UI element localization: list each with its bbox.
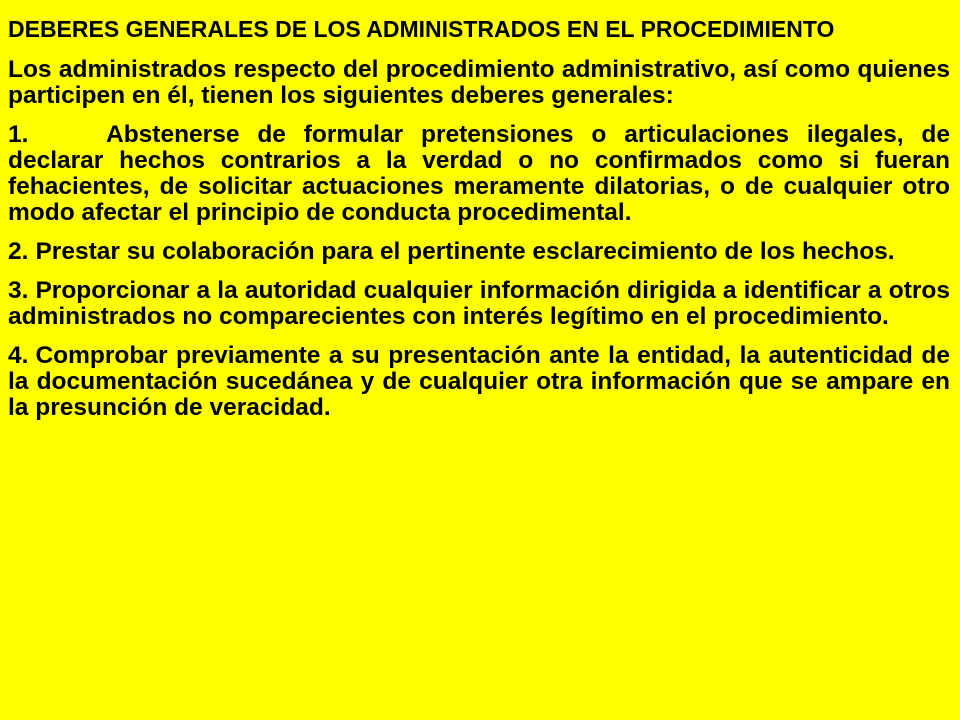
intro-paragraph: Los administrados respecto del procedimiento administrativo, así como quienes participen en él, tienen los siguientes deberes generales: [8, 56, 950, 109]
slide-title: DEBERES GENERALES DE LOS ADMINISTRADOS EN EL PROCEDIMIENTO [8, 16, 835, 42]
duty-item-3 [8, 278, 950, 330]
duty-number: 2. [8, 238, 29, 265]
duty-number: 3. [8, 277, 29, 304]
duty-text: Comprobar previamente a su presentación ante la entidad, la autenticidad de la documentación sucedánea y de cualquier otra información que se ampare en la presunción de veracidad. [8, 342, 950, 421]
duty-number: 1. [8, 121, 29, 148]
duty-item-1 [8, 122, 950, 226]
duty-text: Proporcionar a la autoridad cualquier información dirigida a identificar a otros administrados no comparecientes con interés legítimo en el procedimiento. [8, 277, 950, 330]
duty-item-2 [8, 239, 950, 265]
duty-item-4 [8, 343, 950, 421]
duty-text: Abstenerse de formular pretensiones o articulaciones ilegales, de declarar hechos contrarios a la verdad o no confirmados como si fueran fehacientes, de solicitar actuaciones meramente dilatorias, o de cualquier otro modo afectar el principio de conducta procedimental. [8, 121, 950, 226]
duty-text: Prestar su colaboración para el pertinente esclarecimiento de los hechos. [35, 238, 895, 265]
duty-number: 4. [8, 342, 29, 369]
